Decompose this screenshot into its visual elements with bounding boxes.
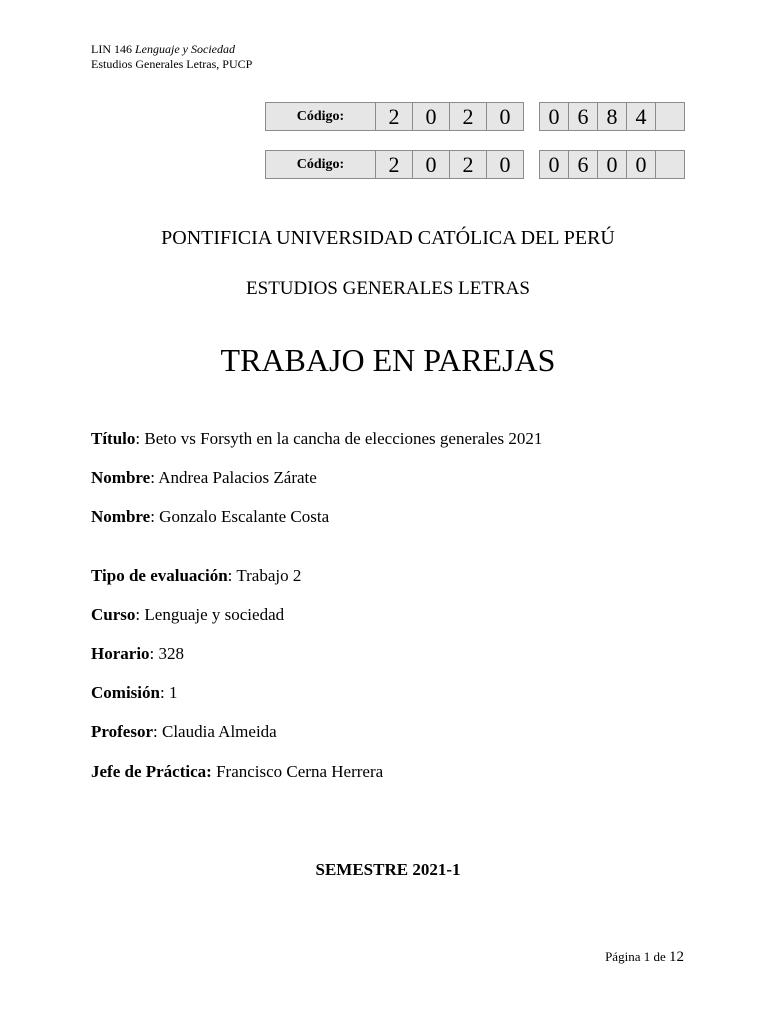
- code-digit: 6: [569, 103, 598, 131]
- field-value: 328: [158, 644, 185, 663]
- code-digit-empty: [656, 103, 685, 131]
- field-value: Lenguaje y sociedad: [144, 605, 285, 624]
- code-separator: [524, 103, 540, 131]
- field-value: 1: [168, 683, 178, 702]
- field-value: Beto vs Forsyth en la cancha de elecciones generales 2021: [144, 429, 543, 448]
- field-separator: :: [227, 566, 233, 585]
- field-value: Andrea Palacios Zárate: [158, 468, 317, 487]
- field-separator: :: [150, 468, 155, 487]
- field-nombre-1: [91, 468, 317, 488]
- semester: SEMESTRE 2021-1: [315, 860, 461, 879]
- field-label: Horario: [91, 644, 150, 663]
- page-of: de: [653, 949, 666, 964]
- code-digit: 2: [376, 151, 413, 179]
- page-number: [605, 949, 684, 966]
- page-current: 1: [643, 949, 651, 964]
- field-separator: :: [150, 507, 155, 526]
- field-horario: [91, 644, 184, 664]
- code-digit: 6: [569, 151, 598, 179]
- field-tipo-evaluacion: [91, 566, 301, 586]
- code-digit: 0: [413, 103, 450, 131]
- field-value: Claudia Almeida: [161, 722, 277, 741]
- field-label: Jefe de Práctica:: [91, 762, 212, 781]
- code-digit: 2: [450, 103, 487, 131]
- page-total: 12: [669, 949, 684, 965]
- field-curso: [91, 605, 284, 625]
- field-separator: :: [159, 683, 165, 702]
- code-digit: 8: [598, 103, 627, 131]
- faculty-name: ESTUDIOS GENERALES LETRAS: [246, 278, 530, 299]
- field-label: Comisión: [91, 683, 160, 702]
- code-digit: 2: [376, 103, 413, 131]
- student-code-table-1: [265, 102, 685, 131]
- field-value: Trabajo 2: [236, 566, 302, 585]
- header-course-line: [91, 42, 252, 57]
- field-label: Curso: [91, 605, 136, 624]
- code-digit: 0: [413, 151, 450, 179]
- field-label: Nombre: [91, 507, 151, 526]
- field-label: Tipo de evaluación: [91, 566, 228, 585]
- field-jefe-practica: [91, 762, 383, 782]
- field-label: Título: [91, 429, 136, 448]
- field-separator: :: [153, 722, 158, 741]
- code-label: Código:: [266, 151, 376, 179]
- code-digit: 0: [627, 151, 656, 179]
- code-digit: 0: [540, 103, 569, 131]
- header-institution: Estudios Generales Letras, PUCP: [91, 57, 253, 71]
- course-name: Lenguaje y Sociedad: [135, 42, 235, 56]
- code-digit: 2: [450, 151, 487, 179]
- code-digit: 0: [598, 151, 627, 179]
- field-label: Profesor: [91, 722, 153, 741]
- field-label: Nombre: [91, 468, 151, 487]
- field-separator: :: [135, 429, 141, 448]
- code-digit: 0: [487, 103, 524, 131]
- student-code-table-2: [265, 150, 685, 179]
- code-digit: 0: [540, 151, 569, 179]
- field-value: Gonzalo Escalante Costa: [159, 507, 330, 526]
- field-profesor: [91, 722, 277, 742]
- field-value: Francisco Cerna Herrera: [216, 762, 384, 781]
- page-header: [91, 42, 252, 72]
- code-digit-empty: [656, 151, 685, 179]
- field-separator: :: [149, 644, 155, 663]
- course-code: LIN 146: [91, 42, 132, 56]
- code-digit: 0: [487, 151, 524, 179]
- code-digit: 4: [627, 103, 656, 131]
- page-label: Página: [605, 949, 641, 964]
- code-separator: [524, 151, 540, 179]
- document-title: TRABAJO EN PAREJAS: [220, 342, 556, 378]
- code-label: Código:: [266, 103, 376, 131]
- field-titulo: [91, 429, 542, 449]
- field-comision: [91, 683, 177, 703]
- field-separator: :: [135, 605, 141, 624]
- field-nombre-2: [91, 507, 329, 527]
- university-name: PONTIFICIA UNIVERSIDAD CATÓLICA DEL PERÚ: [161, 227, 615, 249]
